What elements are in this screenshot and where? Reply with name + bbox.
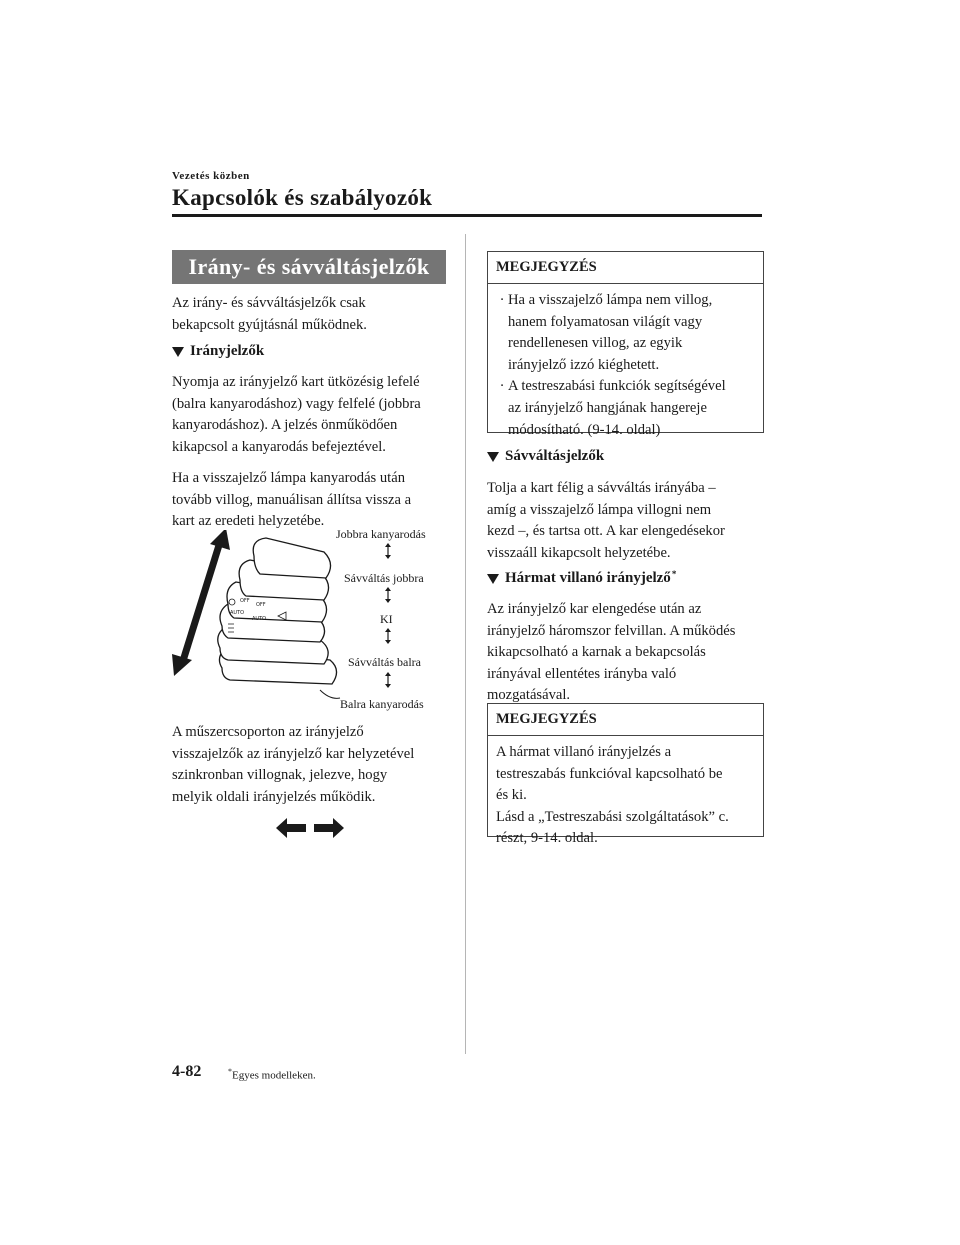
section-banner: Irány- és sávváltásjelzők (172, 250, 446, 284)
label-lane-change-left: Sávváltás balra (348, 655, 421, 669)
svg-text:OFF: OFF (240, 598, 250, 604)
note-heading: MEGJEGYZÉS (488, 252, 763, 284)
position-arrow-icon (383, 628, 393, 644)
triangle-marker-icon (487, 574, 499, 584)
label-off: KI (380, 612, 393, 626)
position-arrow-icon (383, 587, 393, 603)
note-bullet: · A testreszabási funkciók segítségével az irányjelző hangjának hangereje módosítható. (9-14. oldal) (499, 378, 726, 438)
label-right-turn: Jobbra kanyarodás (336, 527, 426, 541)
triple-flash-paragraph: Az irányjelző kar elengedése után az irányjelző háromszor felvillan. A működés kikapcsolható a karnak a bekapcsolás irányával ellentétes irányba való mozgatásával. (487, 601, 736, 704)
triangle-marker-icon (172, 347, 184, 357)
intro-paragraph: Az irány- és sávváltásjelzők csak bekapcsolt gyújtásnál működnek. (172, 295, 367, 333)
footnote: *Egyes modelleken. (228, 1067, 316, 1082)
turn-indicator-arrows (276, 817, 344, 839)
page-number: 4-82 (172, 1063, 202, 1080)
reset-paragraph: Ha a visszajelző lámpa kanyarodás után tovább villog, manuálisan állítsa vissza a kart az eredeti helyzetébe. (172, 470, 412, 530)
triangle-marker-icon (487, 452, 499, 462)
note-bullet: · Ha a visszajelző lámpa nem villog, hanem folyamatosan világít vagy rendellenesen villog, az egyik irányjelző izzó kiéghetett. (499, 292, 713, 373)
label-left-turn: Balra kanyarodás (340, 697, 424, 711)
subheading-lane-change: Sávváltásjelzők (487, 448, 604, 465)
arrow-left-icon (276, 818, 306, 838)
position-arrow-icon (383, 672, 393, 688)
column-divider (465, 234, 466, 1054)
lane-change-paragraph: Tolja a kart félig a sávváltás irányába – amíg a visszajelző lámpa villogni nem kezd –, és tartsa ott. A kar elengedésekor visszaáll kikapcsolt helyzetébe. (487, 480, 725, 561)
arrow-right-icon (314, 818, 344, 838)
page-title: Kapcsolók és szabályozók (172, 185, 433, 210)
svg-text:OFF: OFF (256, 602, 266, 608)
header-rule (172, 214, 762, 217)
position-arrow-icon (383, 543, 393, 559)
note-heading: MEGJEGYZÉS (488, 704, 763, 736)
turn-signal-paragraph: Nyomja az irányjelző kart ütközésig lefelé (balra kanyarodáshoz) vagy felfelé (jobbra kanyarodáshoz). A jelzés önműködően kikapcsol a kanyarodás befejeztével. (172, 374, 421, 455)
indicator-paragraph: A műszercsoporton az irányjelző visszajelzők az irányjelző kar helyzetével szinkronban villognak, jelezve, hogy melyik oldali irányjelzés működik. (172, 724, 415, 805)
subheading-turn-signals: Irányjelzők (172, 343, 264, 360)
note-box-1 (487, 251, 764, 438)
note-box-2: MEGJEGYZÉS A hármat villanó irányjelzés a testreszabás funkcióval kapcsolható be és ki. Lásd a „Testreszabási szolgáltatások” c. részt, 9-14. oldal. (487, 703, 764, 837)
label-lane-change-right: Sávváltás jobbra (344, 571, 424, 585)
svg-text:AUTO: AUTO (252, 616, 267, 622)
chapter-label: Vezetés közben (172, 170, 250, 182)
turn-signal-lever-figure (170, 530, 450, 716)
svg-text:AUTO: AUTO (230, 610, 245, 616)
subheading-triple-flash: Hármat villanó irányjelző * (487, 570, 676, 587)
